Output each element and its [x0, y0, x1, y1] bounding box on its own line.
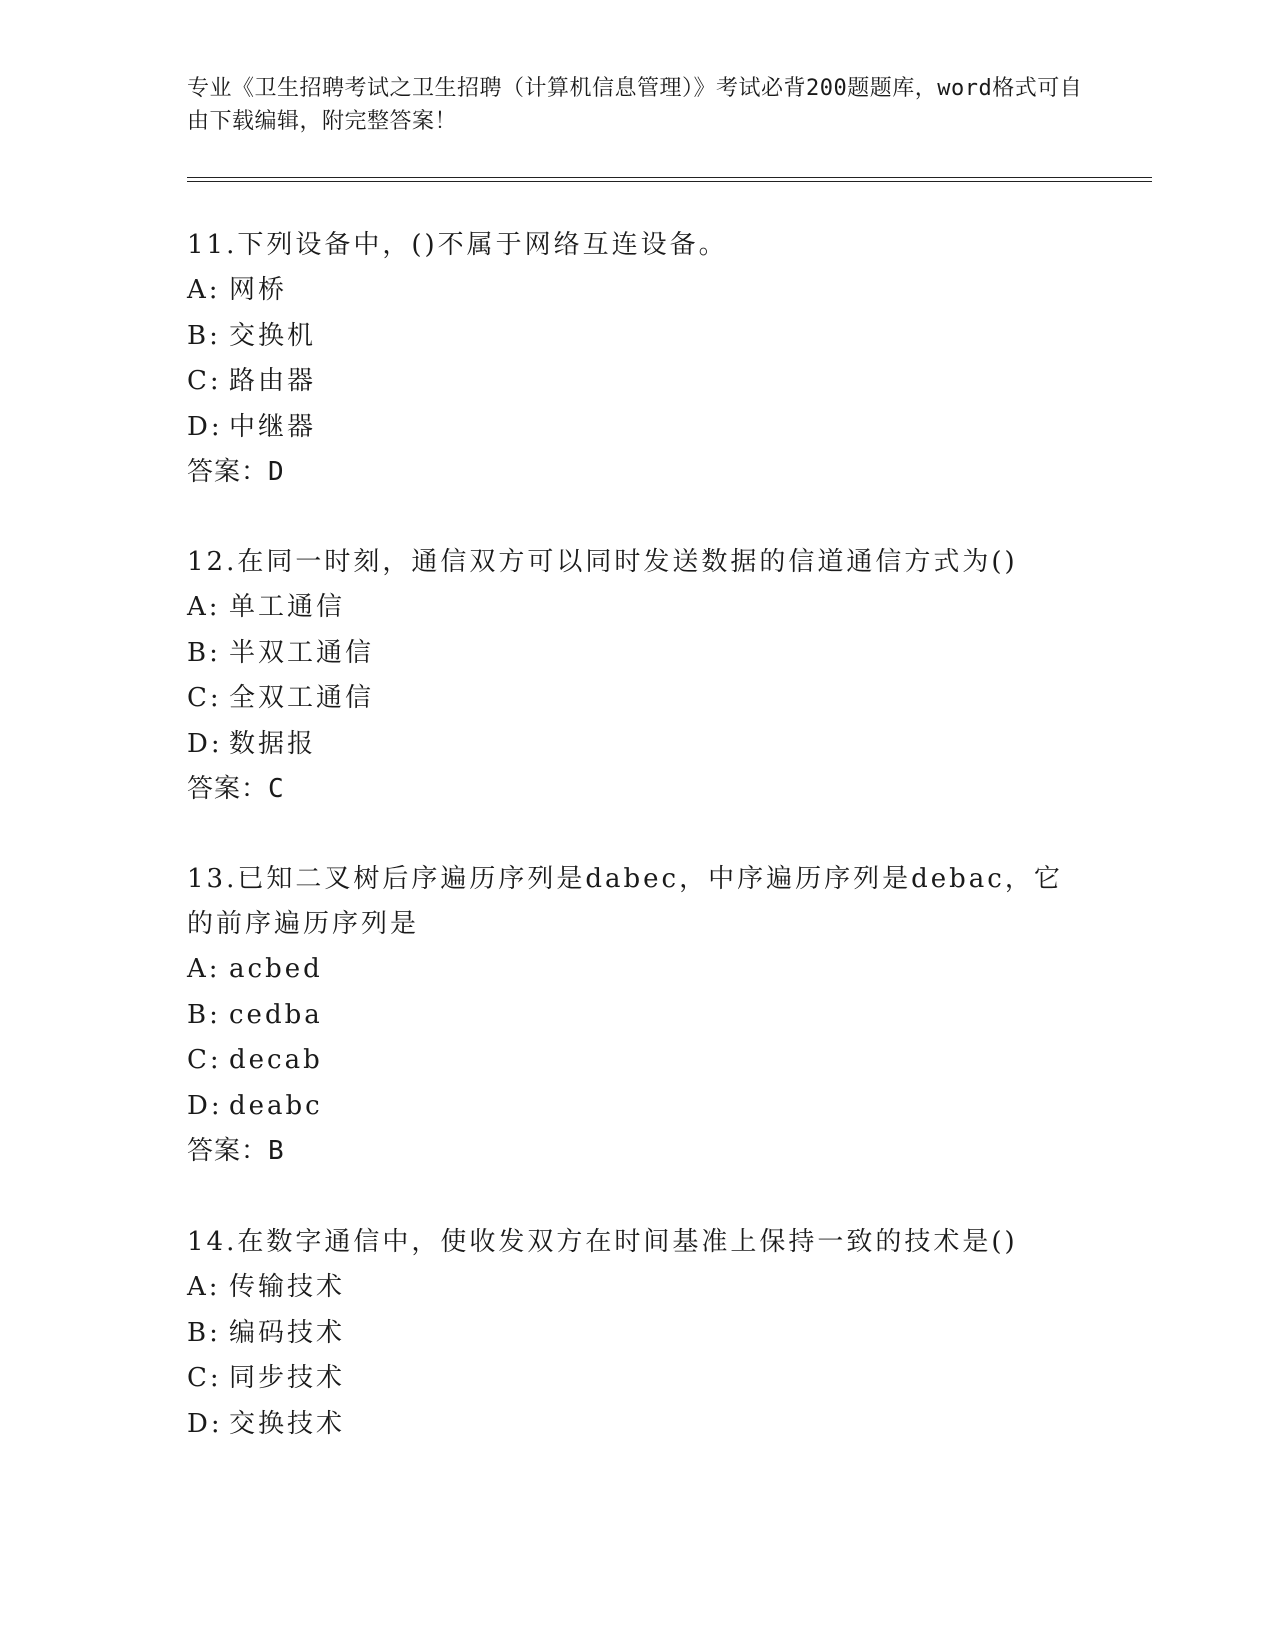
option-letter: B: — [187, 1317, 221, 1348]
option-text: 传输技术 — [229, 1272, 346, 1302]
option-text: cedba — [229, 999, 323, 1030]
option-c — [187, 359, 1067, 405]
option-text: 全双工通信 — [229, 683, 375, 713]
option-a — [187, 585, 1067, 631]
option-text: 交换技术 — [229, 1408, 346, 1439]
option-text: 编码技术 — [229, 1317, 346, 1348]
option-c — [187, 1356, 1067, 1402]
option-b — [187, 314, 1067, 360]
option-letter: D: — [187, 728, 223, 759]
option-a — [187, 268, 1067, 314]
option-letter: B: — [187, 320, 221, 351]
header-divider — [187, 177, 1152, 182]
option-letter: B: — [187, 637, 221, 668]
option-letter: A: — [187, 592, 221, 622]
option-text: decab — [229, 1045, 323, 1075]
question-stem: 14.在数字通信中，使收发双方在时间基准上保持一致的技术是() — [187, 1227, 1018, 1257]
option-text: 半双工通信 — [229, 637, 375, 668]
answer-line: 答案：C — [187, 774, 285, 804]
option-b — [187, 631, 1067, 677]
option-text: 中继器 — [229, 411, 317, 442]
document-header: 专业《卫生招聘考试之卫生招聘（计算机信息管理）》考试必背200题题库，word格式可自由下载编辑，附完整答案！ — [187, 76, 1083, 134]
option-text: 数据报 — [229, 728, 317, 759]
answer-line: 答案：B — [187, 1136, 285, 1166]
option-letter: C: — [187, 1045, 222, 1075]
question-stem: 11.下列设备中，()不属于网络互连设备。 — [187, 230, 728, 260]
option-letter: C: — [187, 683, 222, 713]
option-text: 交换机 — [229, 320, 317, 351]
option-text: 网桥 — [229, 275, 288, 305]
question-12 — [187, 540, 1067, 813]
option-a — [187, 947, 1067, 993]
option-letter: B: — [187, 999, 221, 1030]
option-letter: D: — [187, 1408, 223, 1439]
option-text: acbed — [229, 954, 323, 984]
option-d — [187, 722, 1067, 768]
option-text: deabc — [229, 1090, 323, 1121]
question-11 — [187, 223, 1067, 496]
question-stem: 13.已知二叉树后序遍历序列是dabec，中序遍历序列是debac，它的前序遍历序列是 — [187, 864, 1063, 939]
option-b — [187, 993, 1067, 1039]
option-text: 同步技术 — [229, 1363, 346, 1393]
answer-line: 答案：D — [187, 457, 285, 487]
option-c — [187, 1038, 1067, 1084]
option-letter: C: — [187, 1363, 222, 1393]
option-d — [187, 1084, 1067, 1130]
option-letter: A: — [187, 275, 221, 305]
option-b — [187, 1311, 1067, 1357]
option-letter: D: — [187, 411, 223, 442]
option-a — [187, 1265, 1067, 1311]
option-letter: C: — [187, 366, 222, 396]
option-letter: A: — [187, 1272, 221, 1302]
option-text: 路由器 — [229, 366, 317, 396]
option-d — [187, 1402, 1067, 1448]
option-text: 单工通信 — [229, 592, 346, 622]
option-d — [187, 405, 1067, 451]
option-letter: D: — [187, 1090, 223, 1121]
option-letter: A: — [187, 954, 221, 984]
option-c — [187, 676, 1067, 722]
question-stem: 12.在同一时刻，通信双方可以同时发送数据的信道通信方式为() — [187, 547, 1018, 577]
question-13 — [187, 857, 1067, 1175]
question-14 — [187, 1220, 1067, 1447]
